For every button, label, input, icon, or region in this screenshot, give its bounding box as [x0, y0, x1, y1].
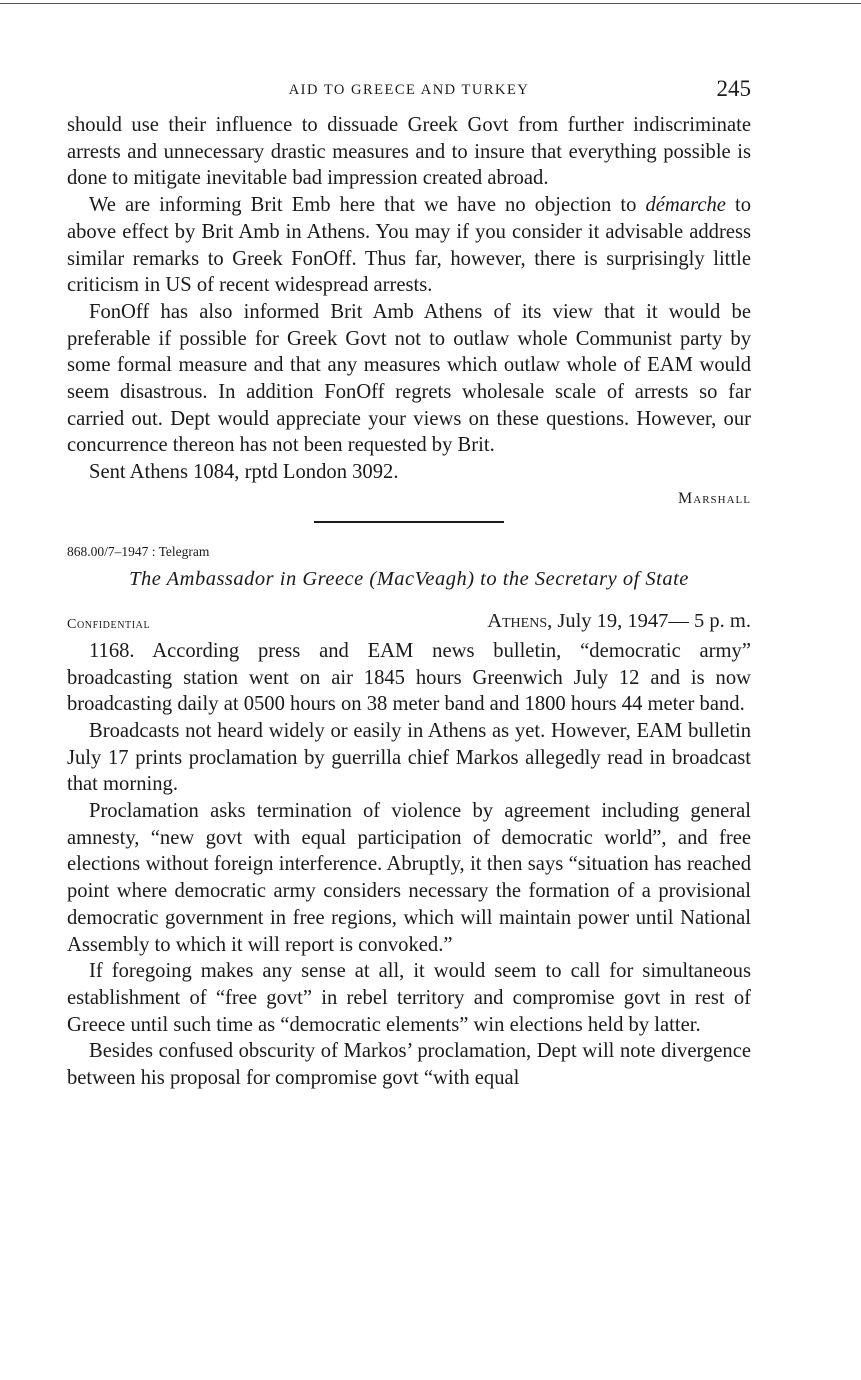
signature: Marshall	[678, 489, 751, 507]
running-head	[67, 72, 751, 112]
section-divider	[314, 521, 504, 523]
date-place	[487, 610, 751, 633]
dateline-city: Athens,	[487, 609, 553, 632]
top-border-rule	[0, 3, 861, 4]
document-page	[67, 72, 751, 1092]
dateline	[67, 610, 751, 638]
telegram-paragraph-2: Broadcasts not heard widely or easily in Athens as yet. However, EAM bulletin July 17 prints proclamation by guerrilla chief Markos allegedly read in broadcast that morning.	[67, 719, 751, 796]
document-heading: The Ambassador in Greece (MacVeagh) to the Secretary of State	[129, 567, 689, 590]
classification-label: Confidential	[67, 616, 151, 632]
page-number: 245	[716, 76, 751, 101]
telegram-paragraph-5: Besides confused obscurity of Markos’ proclamation, Dept will note divergence between his proposal for compromise govt “with equal	[67, 1040, 751, 1090]
file-reference: 868.00/7–1947 : Telegram	[67, 543, 210, 559]
running-head-title: AID TO GREECE AND TURKEY	[288, 82, 530, 98]
telegram-paragraph-1: 1168. According press and EAM news bulletin, “democratic army” broadcasting station went on air 1845 hours Greenwich July 12 and is now broadcasting daily at 0500 hours on 38 meter band and 1800 hours 44 meter band.	[67, 639, 751, 716]
telegram-paragraph-3: Proclamation asks termination of violence by agreement including general amnesty, “new govt with equal participation of democratic world”, and free elections without foreign interference. Abruptly, it then says “situation has reached point where democratic army considers necessary the formation of a provisional democratic government in free regions, which will maintain power until National Assembly to which it will report is convoked.”	[67, 800, 751, 956]
paragraph-text: to above effect by Brit Amb in Athens. You may if you consider it advisable address similar remarks to Greek FonOff. Thus far, however, there is surprisingly little criticism in US of recent widespread arrests.	[67, 194, 751, 297]
sent-line: Sent Athens 1084, rptd London 3092.	[89, 461, 399, 484]
paragraph-text: We are informing Brit Emb here that we have no objection to	[89, 194, 646, 217]
foreign-term: démarche	[645, 194, 726, 217]
prior-document-text	[67, 112, 751, 512]
prior-paragraph-1	[67, 112, 751, 192]
telegram-body	[67, 638, 751, 1092]
prior-paragraph-2	[67, 192, 751, 299]
paragraph-text: should use their influence to dissuade Greek Govt from further indiscriminate arrests and unnecessary drastic measures and to insure that everything possible is done to mitigate inevitable bad impression created abroad.	[67, 114, 751, 190]
telegram-paragraph-4: If foregoing makes any sense at all, it would seem to call for simultaneous establishment of “free govt” in rebel territory and compromise govt in rest of Greece until such time as “democratic elements” win elections held by latter.	[67, 960, 751, 1036]
prior-paragraph-3	[67, 299, 751, 459]
dateline-date: July 19, 1947— 5 p. m.	[557, 609, 751, 632]
paragraph-text: FonOff has also informed Brit Amb Athens of its view that it would be preferable if possible for Greek Govt not to outlaw whole Communist party by some formal measure and that any measures which outlaw whole of EAM would seem disastrous. In addition FonOff regrets wholesale scale of arrests so far carried out. Dept would appreciate your views on these questions. However, our concurrence thereon has not been requested by Brit.	[67, 300, 751, 457]
